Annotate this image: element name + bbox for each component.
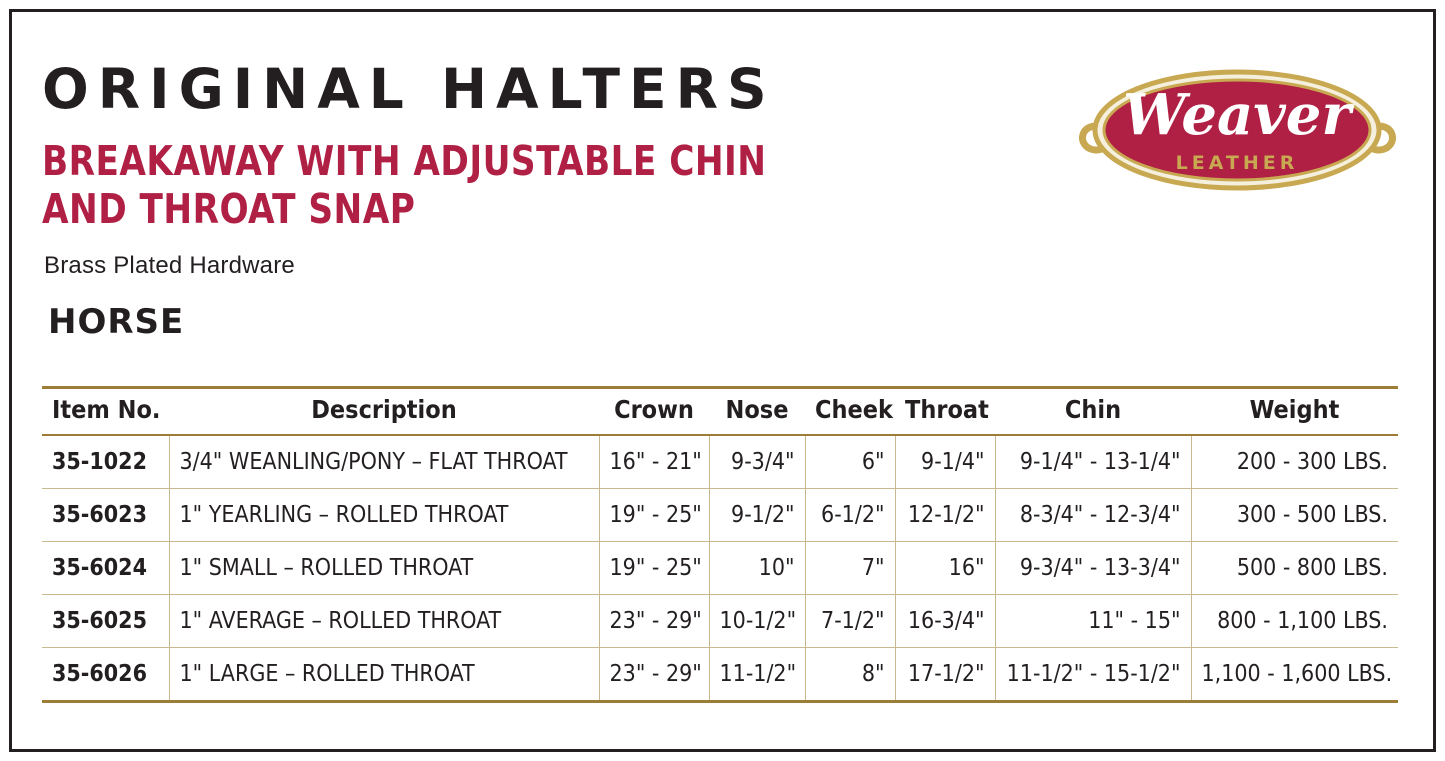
table-row [42, 489, 1398, 542]
cell-chin: 11-1/2" - 15-1/2" [995, 648, 1191, 702]
table-row [42, 542, 1398, 595]
cell-description: 1" SMALL – ROLLED THROAT [169, 542, 599, 595]
cell-chin: 8-3/4" - 12-3/4" [995, 489, 1191, 542]
page-title: ORIGINAL HALTERS [42, 57, 776, 121]
cell-weight: 200 - 300 LBS. [1191, 435, 1398, 489]
hardware-note: Brass Plated Hardware [44, 251, 295, 279]
logo-brand-text: Weaver [1123, 82, 1351, 148]
column-header-nose: Nose [725, 395, 789, 424]
cell-description: 3/4" WEANLING/PONY – FLAT THROAT [169, 435, 599, 489]
cell-item-no: 35-6025 [42, 595, 169, 648]
column-header-chin: Chin [1064, 395, 1122, 424]
column-header-crown: Crown [614, 395, 694, 424]
cell-crown: 23" - 29" [599, 648, 709, 702]
logo-tagline-text: LEATHER [1175, 152, 1299, 174]
cell-chin: 11" - 15" [995, 595, 1191, 648]
cell-description: 1" AVERAGE – ROLLED THROAT [169, 595, 599, 648]
cell-crown: 19" - 25" [599, 542, 709, 595]
cell-description: 1" YEARLING – ROLLED THROAT [169, 489, 599, 542]
cell-cheek: 8" [805, 648, 895, 702]
cell-weight: 500 - 800 LBS. [1191, 542, 1398, 595]
cell-item-no: 35-6023 [42, 489, 169, 542]
cell-cheek: 6-1/2" [805, 489, 895, 542]
table-header-row [42, 388, 1398, 436]
weaver-leather-logo [1065, 62, 1410, 212]
cell-description: 1" LARGE – ROLLED THROAT [169, 648, 599, 702]
cell-nose: 10-1/2" [709, 595, 805, 648]
cell-crown: 16" - 21" [599, 435, 709, 489]
column-header-weight: Weight [1249, 395, 1340, 424]
cell-weight: 800 - 1,100 LBS. [1191, 595, 1398, 648]
section-heading: HORSE [48, 301, 185, 342]
table-row [42, 595, 1398, 648]
cell-cheek: 7" [805, 542, 895, 595]
cell-weight: 1,100 - 1,600 LBS. [1191, 648, 1398, 702]
header [42, 57, 1402, 372]
column-header-throat: Throat [905, 395, 989, 424]
cell-chin: 9-3/4" - 13-3/4" [995, 542, 1191, 595]
cell-item-no: 35-6024 [42, 542, 169, 595]
column-header-cheek: Cheek [815, 395, 893, 424]
column-header-item-no: Item No. [52, 395, 161, 424]
cell-weight: 300 - 500 LBS. [1191, 489, 1398, 542]
cell-crown: 19" - 25" [599, 489, 709, 542]
cell-cheek: 7-1/2" [805, 595, 895, 648]
cell-chin: 9-1/4" - 13-1/4" [995, 435, 1191, 489]
cell-item-no: 35-1022 [42, 435, 169, 489]
cell-item-no: 35-6026 [42, 648, 169, 702]
table-row [42, 435, 1398, 489]
cell-nose: 9-3/4" [709, 435, 805, 489]
cell-nose: 10" [709, 542, 805, 595]
cell-throat: 17-1/2" [895, 648, 995, 702]
table-row [42, 648, 1398, 702]
cell-throat: 9-1/4" [895, 435, 995, 489]
cell-nose: 11-1/2" [709, 648, 805, 702]
page-content [42, 40, 1402, 703]
spec-table [42, 386, 1398, 703]
cell-cheek: 6" [805, 435, 895, 489]
cell-nose: 9-1/2" [709, 489, 805, 542]
cell-throat: 16-3/4" [895, 595, 995, 648]
column-header-description: Description [311, 395, 457, 424]
cell-throat: 12-1/2" [895, 489, 995, 542]
cell-throat: 16" [895, 542, 995, 595]
cell-crown: 23" - 29" [599, 595, 709, 648]
page-subtitle: BREAKAWAY WITH ADJUSTABLE CHIN AND THROAT SNAP [42, 137, 767, 234]
